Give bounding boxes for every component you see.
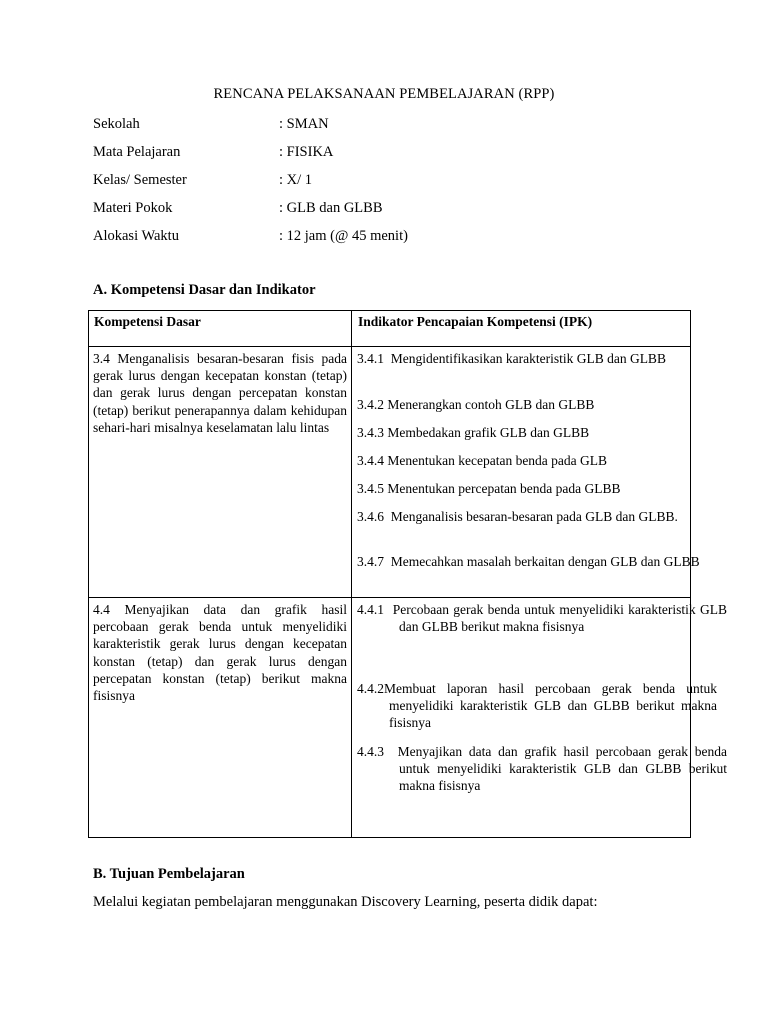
ipk-number: 4.4.3	[357, 744, 384, 759]
table-header-kompetensi-dasar: Kompetensi Dasar	[94, 314, 201, 329]
meta-value: : FISIKA	[279, 144, 334, 160]
table-border-row-divider	[88, 597, 691, 598]
meta-value: : X/ 1	[279, 172, 313, 188]
ipk-text: Membedakan grafik GLB dan GLBB	[387, 425, 590, 440]
kd-3-4: 3.4 Menganalisis besaran-besaran fisis pada gerak lurus dengan kecepatan konstan (tetap) dan gerak lurus dengan percepatan konstan (tetap) berikut penerapannya dalam kehidupan sehari-hari misalnya keselamatan lalu lintas	[93, 351, 347, 435]
meta-label: Materi Pokok	[93, 200, 173, 216]
ipk-number: 3.4.1	[357, 351, 384, 366]
document-title: RENCANA PELAKSANAAN PEMBELAJARAN (RPP)	[213, 86, 555, 102]
ipk-number: 4.4.2	[357, 681, 384, 696]
meta-label: Kelas/ Semester	[93, 172, 187, 188]
ipk-number: 4.4.1	[357, 602, 384, 617]
ipk-item	[357, 452, 685, 469]
ipk-item	[357, 350, 727, 367]
ipk-number: 3.4.7	[357, 554, 384, 569]
table-border-bottom	[88, 837, 691, 838]
meta-value: : GLB dan GLBB	[279, 200, 383, 216]
meta-value: : SMAN	[279, 116, 329, 132]
ipk-item	[357, 601, 727, 635]
table-border-column-divider	[351, 310, 352, 838]
ipk-text: Membuat laporan hasil percobaan gerak benda untuk menyelidiki karakteristik GLB dan GLBB berikut makna fisisnya	[384, 681, 717, 731]
kd-4-4: 4.4 Menyajikan data dan grafik hasil percobaan gerak benda untuk menyelidiki karakteristik gerak lurus dengan kecepatan konstan (tetap) dan gerak lurus dengan percepatan konstan (tetap) berikut makna fisisnya	[93, 602, 347, 704]
ipk-number: 3.4.2	[357, 397, 384, 412]
ipk-item	[357, 553, 727, 570]
ipk-number: 3.4.5	[357, 481, 384, 496]
ipk-item	[357, 743, 727, 795]
ipk-item	[357, 396, 685, 413]
section-b-intro: Melalui kegiatan pembelajaran menggunakan Discovery Learning, peserta didik dapat:	[93, 894, 598, 910]
ipk-number: 3.4.3	[357, 425, 384, 440]
ipk-text: Menganalisis besaran-besaran pada GLB dan GLBB.	[390, 509, 678, 524]
ipk-text: Mengidentifikasikan karakteristik GLB dan GLBB	[390, 351, 666, 366]
table-border-top	[88, 310, 691, 311]
ipk-number: 3.4.4	[357, 453, 384, 468]
ipk-text: Percobaan gerak benda untuk menyelidiki karakteristik GLB dan GLBB berikut makna fisisnya	[392, 602, 727, 635]
ipk-item	[357, 480, 685, 497]
ipk-number: 3.4.6	[357, 509, 384, 524]
competency-table	[88, 310, 728, 838]
table-border-header	[88, 346, 691, 347]
ipk-text: Menentukan percepatan benda pada GLBB	[387, 481, 621, 496]
ipk-text: Menentukan kecepatan benda pada GLB	[387, 453, 608, 468]
meta-label: Alokasi Waktu	[93, 228, 179, 244]
ipk-item	[357, 508, 727, 525]
ipk-text: Menyajikan data dan grafik hasil percobaan gerak benda untuk menyelidiki karakteristik GLB dan GLBB berikut makna fisisnya	[397, 744, 728, 794]
ipk-text: Menerangkan contoh GLB dan GLBB	[387, 397, 595, 412]
section-b-heading: B. Tujuan Pembelajaran	[93, 866, 245, 882]
table-header-ipk: Indikator Pencapaian Kompetensi (IPK)	[358, 314, 593, 329]
ipk-item	[357, 424, 685, 441]
meta-label: Sekolah	[93, 116, 140, 132]
ipk-text: Memecahkan masalah berkaitan dengan GLB dan GLBB	[390, 554, 700, 569]
meta-value: : 12 jam (@ 45 menit)	[279, 228, 408, 244]
section-a-heading: A. Kompetensi Dasar dan Indikator	[93, 282, 316, 298]
table-border-left	[88, 310, 89, 838]
ipk-item	[357, 680, 717, 732]
meta-label: Mata Pelajaran	[93, 144, 181, 160]
